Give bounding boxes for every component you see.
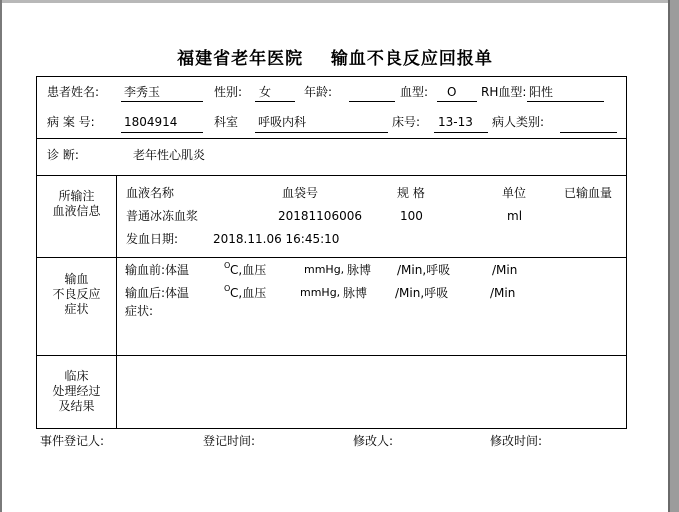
blood-type-value: O	[447, 85, 457, 99]
rh-value: 阳性	[529, 85, 554, 99]
label-column-divider	[116, 175, 117, 429]
category-underline	[560, 132, 617, 133]
issue-date-label: 发血日期:	[126, 232, 179, 246]
blood-info-label: 所输注 血液信息	[52, 189, 101, 218]
before-pulse-label: 脉博	[347, 263, 372, 277]
name-label: 患者姓名:	[47, 85, 100, 99]
cell-bag-no: 20181106006	[278, 209, 362, 223]
sex-value: 女	[259, 85, 272, 99]
reg-time-label: 登记时间:	[203, 434, 256, 448]
report-form	[36, 76, 627, 429]
window-left-edge	[0, 0, 2, 512]
after-temp-unit: C,血压	[230, 286, 267, 300]
before-pulse-unit: /Min,呼吸	[397, 263, 451, 277]
before-bp-unit: mmHg,	[304, 263, 345, 276]
header-spec: 规 格	[397, 186, 425, 200]
bed-label: 床号:	[392, 115, 421, 129]
age-underline	[349, 101, 395, 102]
registrar-label: 事件登记人:	[40, 434, 105, 448]
issue-date-value: 2018.11.06 16:45:10	[213, 232, 340, 246]
name-underline	[121, 101, 203, 102]
header-transfused: 已输血量	[564, 186, 613, 200]
reaction-label: 输血 不良反应 症状	[52, 272, 101, 316]
report-title: 福建省老年医院 输血不良反应回报单	[177, 49, 493, 69]
category-label: 病人类别:	[492, 115, 545, 129]
before-degree-mark: O	[224, 261, 231, 270]
header-unit: 单位	[502, 186, 527, 200]
modifier-label: 修改人:	[353, 434, 394, 448]
rh-label: RH血型:	[481, 85, 527, 99]
after-temp-label: 输血后:体温	[125, 286, 190, 300]
after-pulse-unit: /Min,呼吸	[395, 286, 449, 300]
after-degree-mark: O	[224, 284, 231, 293]
cell-blood-name: 普通冰冻血浆	[126, 209, 199, 223]
symptom-label: 症状:	[125, 304, 154, 318]
name-value: 李秀玉	[124, 85, 161, 99]
window-top-edge	[0, 0, 670, 3]
bed-underline	[434, 132, 488, 133]
dept-underline	[255, 132, 388, 133]
before-resp-unit: /Min	[492, 263, 518, 277]
diagnosis-label: 诊 断:	[47, 148, 79, 162]
age-label: 年龄:	[304, 85, 333, 99]
dept-label: 科室	[214, 115, 239, 129]
record-no-underline	[121, 132, 203, 133]
header-blood-name: 血液名称	[126, 186, 175, 200]
preview-scrollbar[interactable]	[670, 0, 679, 512]
divider-after-patient	[37, 138, 626, 139]
header-bag-no: 血袋号	[282, 186, 319, 200]
cell-spec: 100	[400, 209, 423, 223]
blood-type-label: 血型:	[400, 85, 429, 99]
cell-unit: ml	[507, 209, 523, 223]
blood-type-underline	[437, 101, 477, 102]
after-bp-unit: mmHg,	[300, 286, 341, 299]
divider-after-reaction	[37, 355, 626, 356]
record-no-label: 病 案 号:	[47, 115, 95, 129]
diagnosis-value: 老年性心肌炎	[133, 148, 206, 162]
divider-after-blood-info	[37, 257, 626, 258]
treatment-label: 临床 处理经过 及结果	[52, 369, 101, 413]
mod-time-label: 修改时间:	[490, 434, 543, 448]
after-resp-unit: /Min	[490, 286, 516, 300]
rh-underline	[527, 101, 604, 102]
before-temp-unit: C,血压	[230, 263, 267, 277]
after-pulse-label: 脉博	[343, 286, 368, 300]
record-no-value: 1804914	[124, 115, 178, 129]
divider-after-diagnosis	[37, 175, 626, 176]
bed-value: 13-13	[438, 115, 473, 129]
dept-value: 呼吸内科	[258, 115, 307, 129]
sex-underline	[255, 101, 295, 102]
before-temp-label: 输血前:体温	[125, 263, 190, 277]
sex-label: 性别:	[214, 85, 243, 99]
